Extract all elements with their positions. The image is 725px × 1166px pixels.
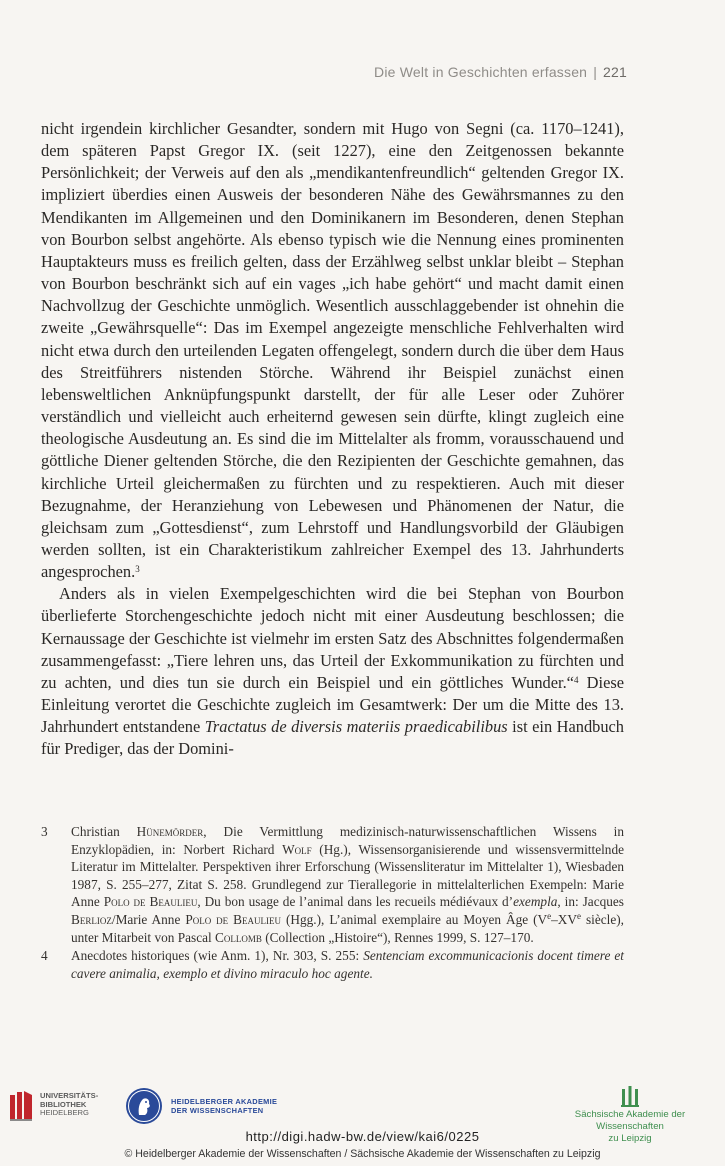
footnotes: [41, 823, 624, 983]
running-header: [374, 64, 627, 80]
fn3-part: –XV: [551, 911, 578, 927]
ub-line-3: HEIDELBERG: [40, 1108, 89, 1118]
fn3-superscript: e: [577, 910, 582, 921]
main-text: [41, 118, 624, 761]
ub-logo-icon: [8, 1089, 34, 1121]
fn3-part: , in: Jacques: [557, 894, 624, 910]
running-title: Die Welt in Geschichten erfassen: [374, 64, 588, 80]
ub-line-1: UNIVERSITÄTS-: [40, 1091, 99, 1101]
ub-line-2: BIBLIOTHEK: [40, 1099, 87, 1109]
footnote-3-text: [71, 823, 624, 946]
footnote-4-text: [71, 947, 624, 982]
footnote-ref-3[interactable]: 3: [135, 564, 140, 575]
paragraph-1: [41, 118, 624, 583]
hadw-logo-text: [171, 1097, 277, 1115]
fn3-editor: Berlioz: [71, 911, 112, 927]
fn3-part: , Du bon usage de l’animal dans les recueils médiévaux d’: [197, 894, 514, 910]
footnote-4: [41, 947, 624, 982]
hadw-line-1: HEIDELBERGER AKADEMIE: [171, 1097, 278, 1106]
hadw-seal-icon: [125, 1087, 163, 1125]
fn3-part: (Hgg.), L’animal exemplaire au Moyen Âge (V: [281, 911, 548, 927]
fn3-part: , Die Vermittlung medizinisch-naturwissenschaftlichen Wissens in Enzyklopädien, in: Norbert Richard: [71, 824, 624, 857]
header-separator: |: [593, 64, 598, 80]
fn3-author: Polo de Beaulieu: [103, 894, 198, 910]
saw-line-2: zu Leipzig: [608, 1133, 652, 1144]
ub-logo-text: [40, 1092, 98, 1117]
paragraph-2-text-a: Anders als in vielen Exempelgeschichten wird die bei Stephan von Bourbon überlieferte Storchengeschichte jedoch nicht mit einer Ausdeutung beschlossen; die Kernaussage der Geschichte ist vielmehr im ersten Satz des Abschnittes folgendermaßen zusammengefasst: „Tiere lehren uns, das Urteil der Exkommunikation zu fürchten und zu achten, und dies tun sie durch ein Beispiel und ein göttliches Wunder.“: [41, 584, 624, 692]
page-number: 221: [603, 64, 627, 80]
footnote-3-number: 3: [41, 824, 48, 839]
paragraph-2: [41, 583, 624, 760]
saw-line-1: Sächsische Akademie der Wissenschaften: [574, 1109, 686, 1132]
fn3-part: Christian: [71, 824, 137, 839]
fn3-part: (Hg.), Wissensorganisierende und wissensvermittelnde Literatur im Mittelalter. Perspektiven ihrer Erforschung (Wissensliteratur im Mittelalter 1), Wiesbaden 1987, S. 255–277, Zitat S. 258. Grundlegend zur Tierallegorie in mittelalterlichen Exempeln: Marie Anne: [71, 841, 624, 910]
permalink-url[interactable]: http://digi.hadw-bw.de/view/kai6/0225: [245, 1129, 480, 1144]
saw-building-icon: [620, 1085, 640, 1107]
footnote-ref-4[interactable]: 4: [573, 674, 579, 685]
digitization-footer: [0, 1075, 725, 1166]
fn3-part: siècle), unter Mitarbeit von Pascal: [71, 911, 625, 945]
footnote-3: [41, 823, 624, 946]
hadw-line-2: DER WISSENSCHAFTEN: [171, 1106, 264, 1115]
fn3-superscript: e: [547, 910, 552, 921]
paragraph-2-text-b: Diese Einleitung verortet die Geschichte zugleich im Gesamtwerk: Der um die Mitte des 13. Jahrhundert entstandene: [41, 672, 625, 737]
fn3-italic: exempla: [513, 894, 558, 910]
fn3-part: (Collection „Histoire“), Rennes 1999, S. 127–170.: [261, 929, 534, 945]
footnote-4-number: 4: [41, 948, 48, 964]
work-title-tractatus: Tractatus de diversis materiis praedicabilibus: [204, 717, 508, 737]
fn3-author: Hünemörder: [136, 824, 204, 839]
fn4-latin-quote: Sentenciam excommunicacionis docent timere et cavere animalia, exemplo et divino miraculo hoc agente.: [71, 948, 625, 981]
ub-heidelberg-logo[interactable]: [8, 1089, 98, 1121]
fn3-part: /Marie Anne: [111, 911, 186, 927]
fn3-editor: Wolf: [282, 841, 312, 857]
fn3-editor: Polo de Beaulieu: [185, 911, 282, 927]
paragraph-1-text: nicht irgendein kirchlicher Gesandter, sondern mit Hugo von Segni (ca. 1170–1241), dem späteren Papst Gregor IX. (seit 1227), eine den Zeitgenossen bekannte Persönlichkeit; der Verweis auf den als „mendikantenfreundlich“ geltenden Gregor IX. impliziert überdies einen Ausweis der besonderen Nähe des Gewährsmannes zu den Mendikanten im Allgemeinen und den Dominikanern im Besonderen, denen Stephan von Bourbon selbst angehörte. Als ebenso typisch wie die Nennung eines prominenten Hauptakteurs muss es freilich gelten, dass der Erzählweg selbst unklar bleibt – Stephan von Bourbon beschränkt sich auf ein vages „ich habe gehört“ und macht damit einen Nachvollzug der Geschichte unmöglich. Wesentlich ausschlaggebender ist ohnehin die zweite „Gewährsquelle“: Das im Exempel angezeigte menschliche Fehlverhalten wird nicht etwa durch den urteilenden Legaten offengelegt, sondern durch die über dem Haus des Streitführers nistenden Störche. Während ihr Beispiel zunächst einen lebensweltlichen Anknüpfungspunkt darstellt, der für alle Leser oder Zuhörer verständlich und vielleicht auch erheiternd gewesen sein dürfte, klingt zugleich eine theologische Ausdeutung an. Es sind die im Mittelalter als fromm, vorausschauend und göttliche Diener geltenden Störche, die den Rezipienten der Geschichte gemahnen, das kirchliche Urteil gleichermaßen zu fürchten und zu respektieren. Auch mit dieser Bezugnahme, der Heranziehung von Lebewesen und Phänomenen der Natur, die gleichsam zum „Gottesdienst“, zum Lehrstoff und Handlungsvorbild der Gläubigen werden sollten, ist ein Charakteristikum zahlreicher Exempel des 13. Jahrhunderts angesprochen.: [41, 119, 624, 582]
hadw-logo[interactable]: [125, 1087, 277, 1125]
paragraph-2-text-c: ist ein Handbuch für Prediger, das der Domini-: [41, 717, 624, 759]
fn3-editor: Collomb: [215, 929, 262, 945]
copyright-notice: © Heidelberger Akademie der Wissenschaften / Sächsische Akademie der Wissenschaften zu Leipzig: [124, 1148, 601, 1160]
fn4-part: Anecdotes historiques (wie Anm. 1), Nr. 303, S. 255:: [71, 948, 364, 964]
